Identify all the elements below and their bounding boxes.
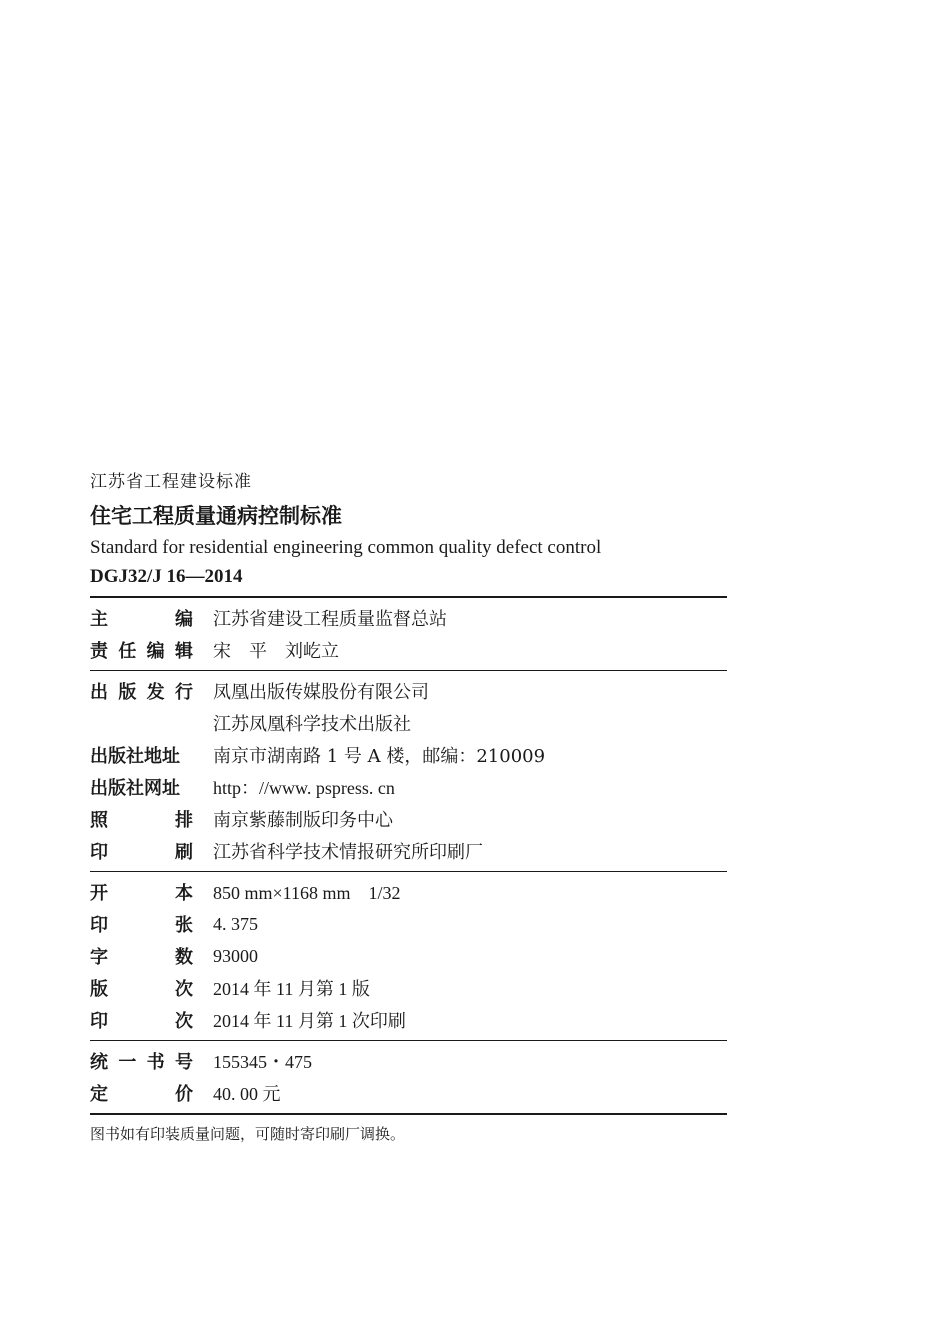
field-value: 宋 平 刘屹立 [213, 641, 339, 662]
field-label-char: 书 [146, 1052, 165, 1073]
field-value: 南京市湖南路 1 号 A 楼，邮编：210009 [213, 746, 546, 767]
field-label [90, 975, 193, 1001]
field-label [90, 838, 193, 864]
field-label-char: 版 [118, 682, 137, 703]
field-label-char: 排 [175, 810, 193, 831]
field-label-char: 编 [175, 609, 193, 630]
field-value: 93000 [213, 945, 258, 966]
field-label [90, 1048, 193, 1074]
publishing-row [90, 707, 727, 739]
field-label-char: 出 [90, 682, 108, 703]
field-label [90, 637, 193, 663]
specs-row [90, 908, 727, 940]
field-label-char: 张 [175, 915, 193, 936]
field-value: 2014 年 11 月第 1 次印刷 [213, 1011, 406, 1031]
field-label-char: 发 [146, 682, 165, 703]
field-label-char: 统 [90, 1052, 108, 1073]
editors-row [90, 634, 727, 666]
field-label-char: 行 [174, 682, 193, 703]
field-label [90, 605, 193, 631]
field-label-char: 字 [90, 947, 108, 968]
field-label [90, 943, 193, 969]
specs-row [90, 1004, 727, 1036]
field-value: 江苏凤凰科学技术出版社 [213, 714, 411, 735]
book-title-cn: 住宅工程质量通病控制标准 [90, 504, 342, 528]
field-label-char: 任 [118, 641, 137, 662]
field-value: 4. 375 [213, 913, 258, 934]
field-label-char: 刷 [175, 842, 193, 863]
field-label [90, 879, 193, 905]
publishing-row [90, 675, 727, 707]
field-label-char: 出版社地址 [90, 746, 180, 767]
field-label [90, 678, 193, 704]
field-label-char: 次 [175, 979, 193, 1000]
pricing-section [90, 1041, 727, 1113]
field-label [90, 911, 193, 937]
editors-section [90, 598, 727, 670]
pricing-row [90, 1045, 727, 1077]
field-label-char: 次 [175, 1011, 193, 1032]
field-value: 凤凰出版传媒股份有限公司 [213, 682, 429, 703]
field-label-char: 责 [90, 641, 108, 662]
field-value: 40. 00 元 [213, 1084, 281, 1104]
field-value: 江苏省科学技术情报研究所印刷厂 [213, 842, 483, 863]
field-value: 江苏省建设工程质量监督总站 [213, 609, 447, 630]
field-label-char: 主 [90, 609, 108, 630]
field-label-char: 号 [174, 1052, 193, 1073]
field-label [90, 742, 193, 768]
field-label [90, 774, 193, 800]
quality-note: 图书如有印装质量问题，可随时寄印刷厂调换。 [90, 1125, 406, 1143]
publishing-section [90, 671, 727, 871]
field-label-char: 版 [90, 979, 108, 1000]
specs-section [90, 872, 727, 1040]
field-value: 155345・475 [213, 1052, 312, 1072]
specs-row [90, 972, 727, 1004]
field-label-char: 定 [90, 1084, 108, 1105]
field-label-char: 一 [118, 1052, 137, 1073]
field-label-char: 出版社网址 [90, 778, 180, 799]
series-title: 江苏省工程建设标准 [90, 472, 252, 492]
publishing-row [90, 739, 727, 771]
field-value: 南京紫藤制版印务中心 [213, 810, 393, 831]
field-label-char: 辑 [174, 641, 193, 662]
field-label [90, 806, 193, 832]
field-value: 2014 年 11 月第 1 版 [213, 979, 370, 999]
specs-row [90, 876, 727, 908]
publishing-row [90, 771, 727, 803]
editors-row [90, 602, 727, 634]
field-value: 850 mm×1168 mm 1/32 [213, 883, 401, 903]
field-label-char: 印 [90, 915, 108, 936]
pricing-row [90, 1077, 727, 1109]
field-label-char: 本 [175, 883, 193, 904]
standard-code: DGJ32/J 16—2014 [90, 566, 243, 587]
field-label-char: 编 [146, 641, 165, 662]
field-label-char: 数 [175, 947, 193, 968]
field-value: http：//www. pspress. cn [213, 778, 395, 798]
field-label-char: 印 [90, 1011, 108, 1032]
field-label-char: 开 [90, 883, 108, 904]
publishing-row [90, 803, 727, 835]
divider-bottom [90, 1113, 727, 1115]
field-label-char: 价 [175, 1084, 193, 1105]
field-label [90, 1007, 193, 1033]
publishing-row [90, 835, 727, 867]
field-label-char: 印 [90, 842, 108, 863]
field-label-char: 照 [90, 810, 108, 831]
copyright-page [90, 470, 727, 1145]
specs-row [90, 940, 727, 972]
field-label [90, 1080, 193, 1106]
book-title-en: Standard for residential engineering common quality defect control [90, 537, 602, 558]
